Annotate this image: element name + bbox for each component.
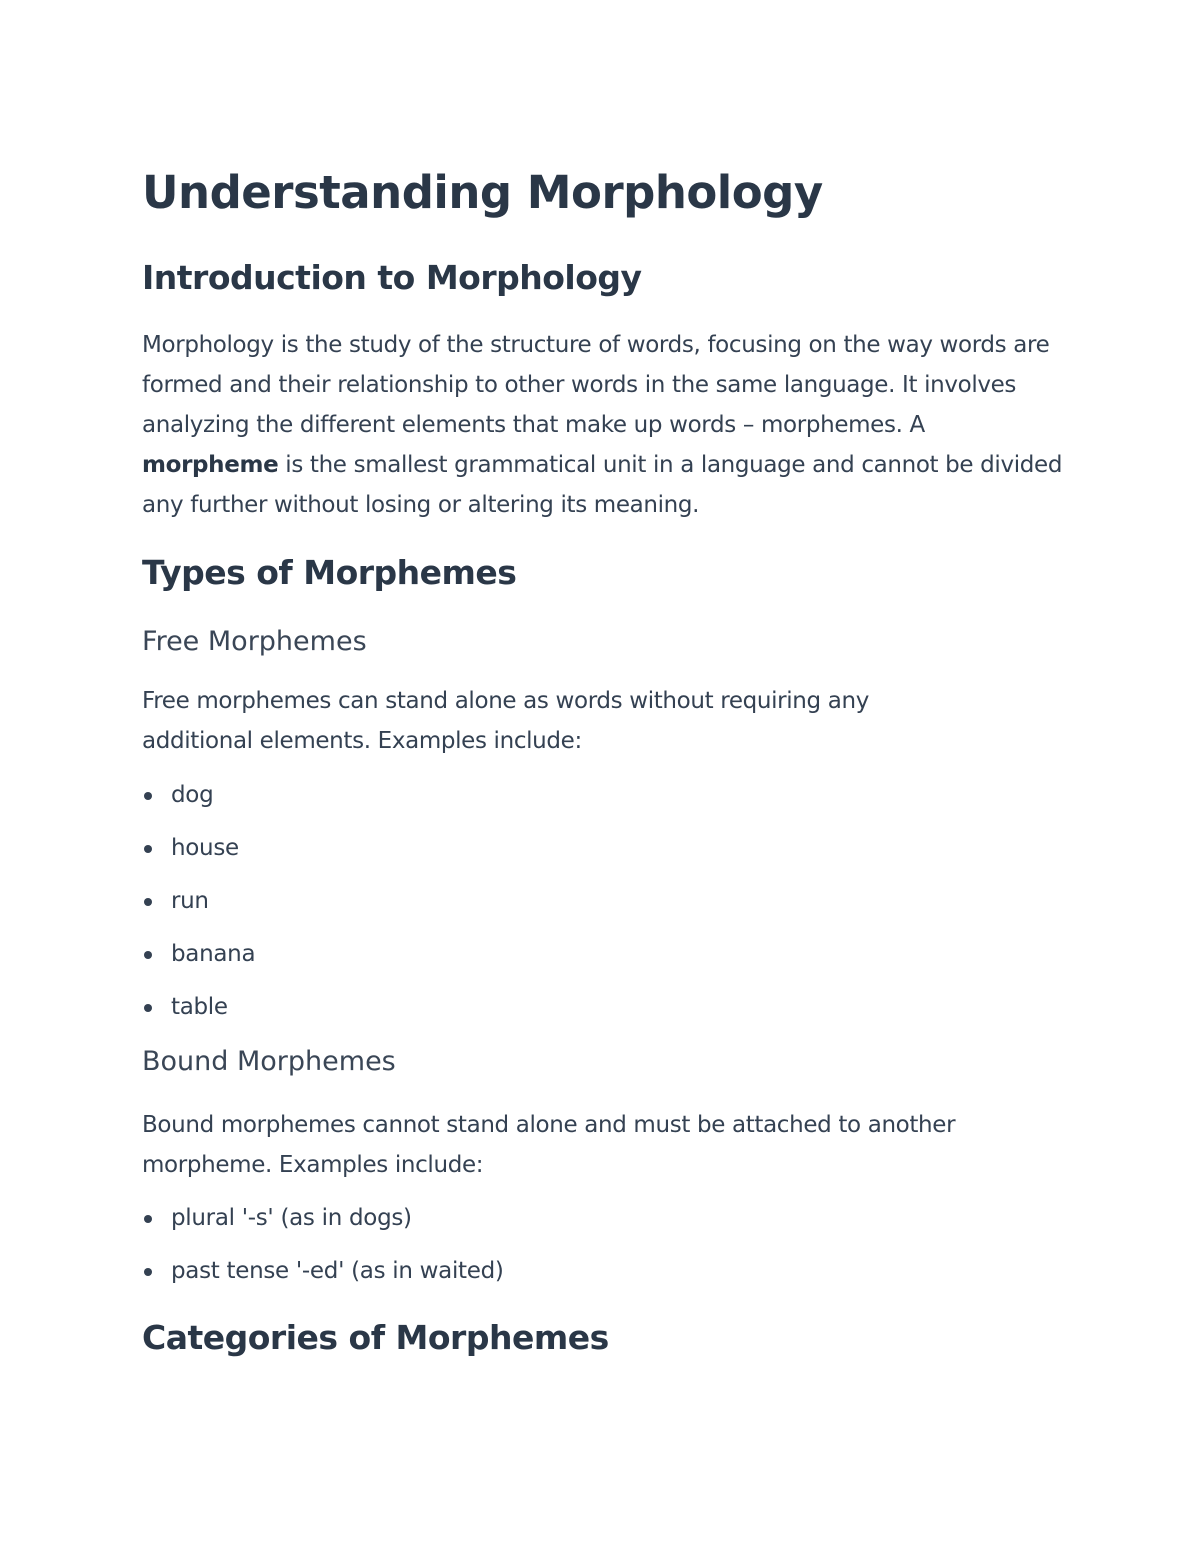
intro-paragraph — [142, 325, 1067, 525]
list-item: table — [142, 990, 255, 1043]
intro-text-part2: is the smallest grammatical unit in a language and cannot be divided any further without losing or altering its meaning. — [142, 452, 1063, 518]
list-item: house — [142, 831, 255, 884]
free-morphemes-paragraph: Free morphemes can stand alone as words without requiring any additional elements. Examples include: — [142, 688, 869, 754]
bound-morphemes-heading: Bound Morphemes — [142, 1046, 396, 1077]
intro-text-part1: Morphology is the study of the structure of words, focusing on the way words are formed and their relationship to other words in the same language. It involves analyzing the different elements that make up words – morphemes. A — [142, 332, 1050, 438]
list-item: dog — [142, 778, 255, 831]
list-item: run — [142, 884, 255, 937]
document-title: Understanding Morphology — [142, 166, 823, 219]
free-morphemes-heading: Free Morphemes — [142, 626, 367, 657]
intro-heading: Introduction to Morphology — [142, 258, 642, 297]
list-item: plural '-s' (as in dogs) — [142, 1201, 504, 1254]
morpheme-term: morpheme — [142, 452, 279, 478]
types-heading: Types of Morphemes — [142, 553, 517, 592]
list-item: past tense '-ed' (as in waited) — [142, 1254, 504, 1307]
free-morphemes-list — [142, 778, 255, 1043]
bound-morphemes-list — [142, 1201, 504, 1307]
bound-morphemes-paragraph: Bound morphemes cannot stand alone and must be attached to another morpheme. Examples include: — [142, 1112, 956, 1178]
categories-heading: Categories of Morphemes — [142, 1318, 609, 1357]
list-item: banana — [142, 937, 255, 990]
